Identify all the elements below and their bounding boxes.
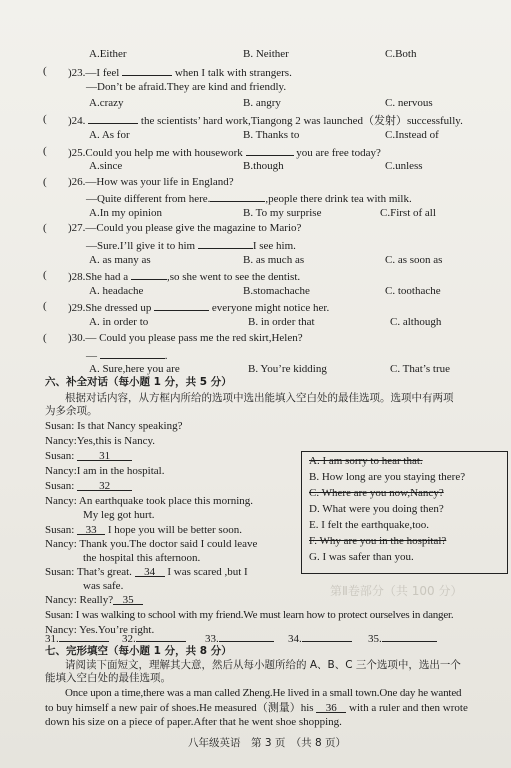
dialogue-line-cont: the hospital this afternoon. (83, 552, 201, 564)
q27-paren: ( (43, 222, 47, 234)
blank-32: 32 (77, 480, 132, 491)
q27-reply: —Sure.I’ll give it to him I see him. (86, 240, 296, 252)
answer-33: 33. (205, 631, 274, 646)
q24-stem: )24. the scientists’ hard work,Tiangong 2 was launched（发射）successfully. (68, 115, 463, 127)
answer-31: 31. (45, 631, 109, 646)
q26-option-b: B. To my surprise (243, 207, 322, 219)
dialogue-line: Nancy: An earthquake took place this morning. (45, 495, 254, 507)
section7-instruction-line2: 能填入空白处的最佳选项。 (45, 672, 171, 684)
q25-option-a: A.since (89, 160, 123, 172)
q25-paren: ( (43, 145, 47, 157)
option-a: A. I am sorry to hear that. (309, 455, 423, 467)
q25-option-b: B.though (243, 160, 284, 172)
answer-34: 34. (288, 631, 352, 646)
section7-title: 七、完形填空（每小题 1 分，共 8 分） (45, 645, 232, 657)
passage-line3: down his size on a piece of paper.After that he went shoe shopping. (45, 716, 342, 728)
q22-option-c: C.Both (385, 48, 417, 60)
q30-option-c: C. That’s true (390, 363, 450, 375)
dialogue-line-cont: My leg got hurt. (83, 509, 155, 521)
section7-instruction-line1: 请阅读下面短文，理解其大意，然后从每小题所给的 A、B、C 三个选项中，选出一个 (65, 659, 461, 671)
q29-option-c: C. although (390, 316, 442, 328)
q24-option-c: C.Instead of (385, 129, 439, 141)
dialogue-line: Susan: I was walking to school with my friend.We must learn how to protect ourselves in danger. (45, 609, 454, 621)
q30-option-b: B. You’re kidding (248, 363, 327, 375)
dialogue-line: Nancy:Yes,this is Nancy. (45, 435, 155, 447)
passage-line1: Once upon a time,there was a man called Zheng.He lived in a small town.One day he wanted (65, 687, 462, 699)
q26-reply: —Quite different from here. ,people there drink tea with milk. (86, 193, 412, 205)
section6-instruction-line1: 根据对话内容，从方框内所给的选项中选出能填入空白处的最佳选项。选项中有两项 (65, 392, 454, 404)
dialogue-line: Nancy: Yes.You’re right. (45, 624, 155, 636)
q26-option-c: C.First of all (380, 207, 436, 219)
q28-option-c: C. toothache (385, 285, 441, 297)
blank-31: 31 (77, 450, 132, 461)
q23-blank (122, 65, 172, 76)
q28-stem: )28.She had a ,so she went to see the dentist. (68, 271, 301, 283)
answer-35: 35. (368, 631, 437, 646)
blank-34: 34 (135, 566, 165, 577)
q27-option-c: C. as soon as (385, 254, 443, 266)
q29-stem: )29.She dressed up everyone might notice her. (68, 302, 330, 314)
q23-option-a: A.crazy (89, 97, 124, 109)
dialogue-line: Susan: That’s great. 34 I was scared ,but I (45, 566, 248, 578)
options-box (301, 451, 508, 574)
q30-reply: — . (86, 350, 168, 362)
q30-blank (100, 348, 165, 359)
section6-instruction-line2: 为多余项。 (45, 405, 98, 417)
dialogue-line: Nancy:I am in the hospital. (45, 465, 165, 477)
option-b: B. How long are you staying there? (309, 471, 466, 483)
q25-option-c: C.unless (385, 160, 423, 172)
answer-32: 32. (122, 631, 186, 646)
q23-paren: ( (43, 65, 47, 77)
q28-paren: ( (43, 269, 47, 281)
section6-title: 六、补全对话（每小题 1 分，共 5 分） (45, 376, 232, 388)
q23-option-c: C. nervous (385, 97, 433, 109)
q22-option-a: A.Either (89, 48, 127, 60)
option-e: E. I felt the earthquake,too. (309, 519, 430, 531)
blank-33: 33 (77, 524, 105, 535)
dialogue-line: Susan: Is that Nancy speaking? (45, 420, 183, 432)
q27-stem: )27.—Could you please give the magazine to Mario? (68, 222, 302, 234)
q26-stem: )26.—How was your life in England? (68, 176, 234, 188)
q26-paren: ( (43, 176, 47, 188)
q24-option-a: A. As for (89, 129, 130, 141)
q28-blank (131, 269, 167, 280)
q29-blank (154, 300, 209, 311)
option-c: C. Where are you now,Nancy? (309, 487, 444, 499)
q28-option-a: A. headache (89, 285, 144, 297)
passage-line2: to buy himself a new pair of shoes.He measured（测量）his 36 with a ruler and then wrote (45, 702, 468, 714)
q24-blank (88, 113, 138, 124)
dialogue-line-cont: was safe. (83, 580, 124, 592)
q24-paren: ( (43, 113, 47, 125)
q26-option-a: A.In my opinion (89, 207, 163, 219)
q26-blank (210, 191, 265, 202)
q22-option-b: B. Neither (243, 48, 289, 60)
blank-36: 36 (316, 702, 346, 713)
q30-paren: ( (43, 332, 47, 344)
q29-option-b: B. in order that (248, 316, 315, 328)
q29-paren: ( (43, 300, 47, 312)
q23-option-b: B. angry (243, 97, 281, 109)
q29-option-a: A. in order to (89, 316, 149, 328)
q27-option-a: A. as many as (89, 254, 151, 266)
q27-blank (198, 238, 253, 249)
q23-stem: )23.—I feel when I talk with strangers. (68, 67, 292, 79)
faint-stamp: 第Ⅱ卷部分（共 100 分） (330, 584, 463, 598)
blank-35: 35 (113, 594, 143, 605)
dialogue-line: Susan: 31 (45, 450, 132, 463)
dialogue-line: Susan: 32 (45, 480, 132, 493)
q25-blank (246, 145, 294, 156)
option-g: G. I was safer than you. (309, 551, 414, 563)
q30-stem: )30.— Could you please pass me the red skirt,Helen? (68, 332, 303, 344)
q23-reply: —Don’t be afraid.They are kind and friendly. (86, 81, 287, 93)
dialogue-line: Susan: 33 I hope you will be better soon. (45, 524, 242, 536)
option-d: D. What were you doing then? (309, 503, 444, 515)
q27-option-b: B. as much as (243, 254, 305, 266)
option-f: F. Why are you in the hospital? (309, 535, 447, 547)
q28-option-b: B.stomachache (243, 285, 310, 297)
dialogue-line: Nancy: Really? 35 (45, 594, 143, 607)
q24-option-b: B. Thanks to (243, 129, 300, 141)
q25-stem: )25.Could you help me with housework you are free today? (68, 147, 381, 159)
q30-option-a: A. Sure,here you are (89, 363, 180, 375)
page-footer: 八年级英语 第 3 页 （共 8 页） (188, 737, 346, 749)
dialogue-line: Nancy: Thank you.The doctor said I could leave (45, 538, 258, 550)
